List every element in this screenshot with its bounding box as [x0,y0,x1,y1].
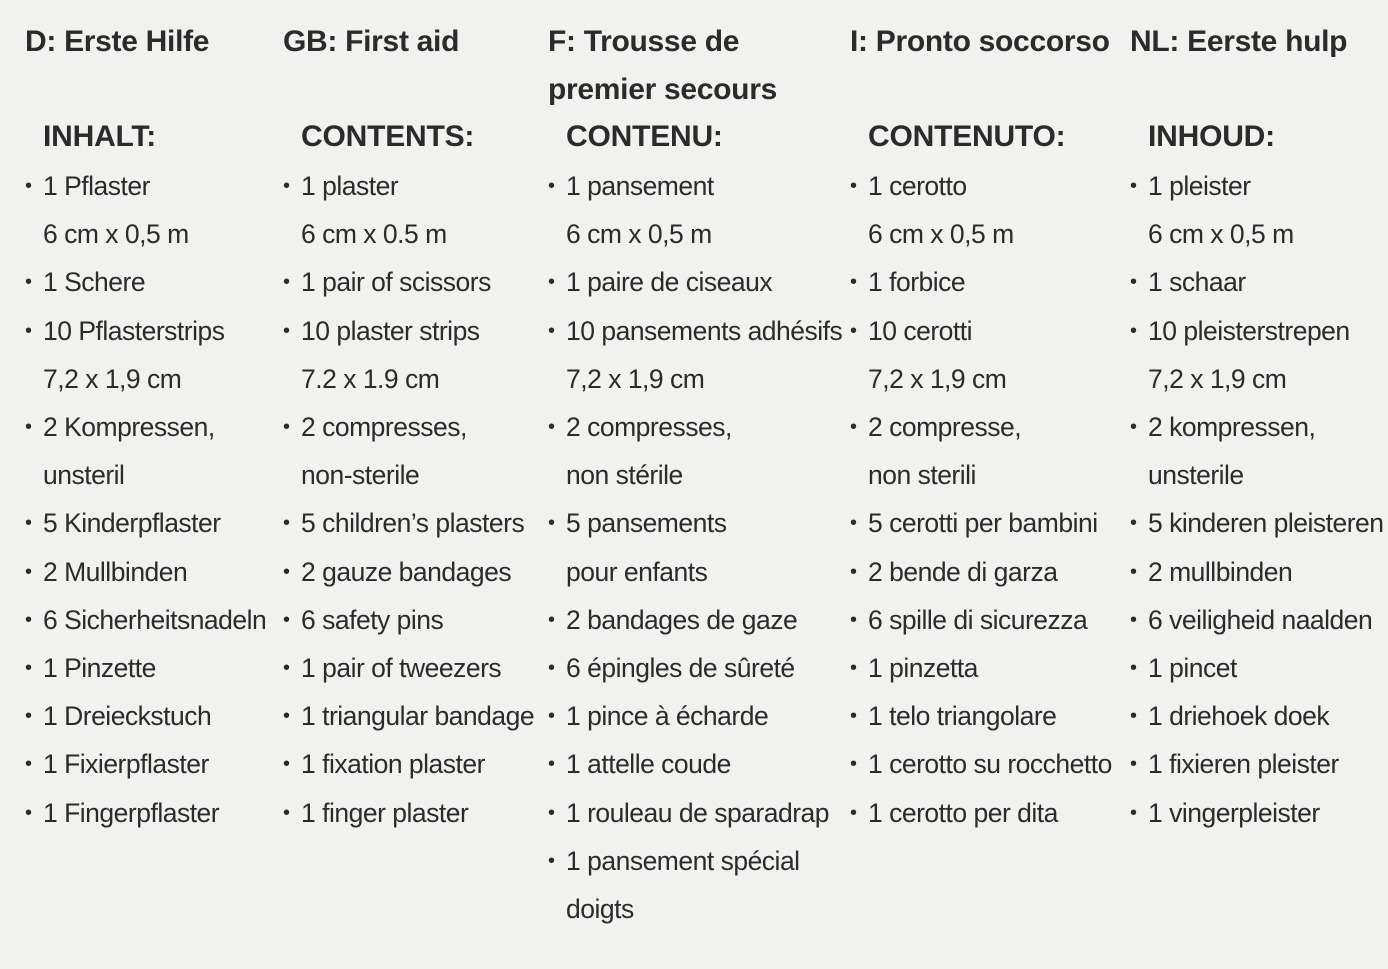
list-item [548,162,842,258]
contents-heading: INHOUD: [1148,120,1275,153]
list-item [283,596,534,644]
item-text: • 2 gauze bandages [301,556,512,587]
item-text-continued: 6 cm x 0,5 m [566,219,712,250]
item-text: • 10 plaster strips [301,315,480,346]
item-text: • 1 cerotto per dita [868,797,1058,828]
column-de [25,18,267,828]
contents-heading: CONTENUTO: [868,120,1066,153]
item-text: • 1 Schere [43,267,146,298]
list-item [548,692,842,740]
contents-list [1130,162,1384,837]
list-item [283,162,534,258]
item-text-continued: 7,2 x 1,9 cm [43,363,182,394]
column-title [283,18,459,66]
list-item [548,789,842,837]
column-en [283,18,535,828]
contents-heading: INHALT: [43,120,157,153]
column-fr [548,18,843,925]
list-item [1130,403,1384,499]
list-item [850,499,1112,547]
column-title-line: NL: Eerste hulp [1130,25,1348,58]
item-text-continued: non stérile [566,460,683,491]
item-text: • 1 Pinzette [43,653,156,684]
list-item [1130,692,1384,740]
item-text: • 1 finger plaster [301,797,469,828]
item-text: • 6 Sicherheitsnadeln [43,604,267,635]
item-text-continued: pour enfants [566,556,708,587]
list-item [548,499,842,595]
item-text: • 10 pansements adhésifs [566,315,843,346]
item-text: • 2 Mullbinden [43,556,188,587]
list-item [1130,162,1384,258]
item-text: • 2 compresses, [301,412,467,443]
list-item [283,789,534,837]
list-item [25,644,266,692]
item-text: • 1 pinzetta [868,653,978,684]
list-item [283,548,534,596]
item-text: • 6 épingles de sûreté [566,653,795,684]
list-item [1130,644,1384,692]
item-text: • 1 Fingerpflaster [43,797,220,828]
list-item [25,692,266,740]
contents-list [548,162,842,933]
list-item [283,644,534,692]
item-text: • 10 cerotti [868,315,973,346]
list-item [850,548,1112,596]
contents-heading: CONTENU: [566,120,723,153]
item-text: • 1 paire de ciseaux [566,267,773,298]
column-title-line: premier secours [548,73,777,106]
item-text: • 2 kompressen, [1148,412,1316,443]
item-text: • 1 fixation plaster [301,749,485,780]
list-item [850,740,1112,788]
item-text: • 1 fixieren pleister [1148,749,1339,780]
list-item [25,789,266,837]
item-text: • 1 pincet [1148,653,1237,684]
item-text: • 10 Pflasterstrips [43,315,225,346]
item-text: • 2 Kompressen, [43,412,215,443]
item-text-continued: 7.2 x 1.9 cm [301,363,440,394]
column-title [1130,18,1347,66]
item-text-continued: 6 cm x 0.5 m [301,219,447,250]
column-it [850,18,1112,828]
item-text: • 1 pansement [566,171,714,201]
item-text-continued: doigts [566,894,634,925]
item-text: • 1 pleister [1148,171,1251,201]
item-text: • 1 Dreieckstuch [43,701,212,732]
column-title [25,18,209,66]
list-item [25,307,266,403]
list-item [25,499,266,547]
list-item [25,403,266,499]
item-text: • 1 Fixierpflaster [43,749,209,780]
list-item [283,403,534,499]
list-item [1130,789,1384,837]
list-item [1130,548,1384,596]
column-title [548,18,777,114]
item-text: • 1 forbice [868,267,966,298]
item-text: • 6 spille di sicurezza [868,604,1088,635]
list-item [548,740,842,788]
item-text: • 1 pansement spécial [566,845,800,876]
item-text-continued: 6 cm x 0,5 m [868,219,1014,250]
contents-list [25,162,266,837]
contents-list [283,162,534,837]
item-text: • 1 cerotto [868,171,967,201]
item-text-continued: 6 cm x 0,5 m [43,219,189,250]
item-text: • 5 kinderen pleisteren [1148,508,1384,539]
item-text: • 6 veiligheid naalden [1148,604,1373,635]
item-text: • 5 pansements [566,508,727,539]
item-text-continued: 6 cm x 0,5 m [1148,219,1294,250]
item-text-continued: unsterile [1148,460,1244,491]
item-text: • 2 bandages de gaze [566,604,798,635]
list-item [850,596,1112,644]
item-text: • 2 compresse, [868,412,1022,443]
list-item [25,740,266,788]
contents-list [850,162,1112,837]
list-item [850,307,1112,403]
item-text: • 2 compresses, [566,412,732,443]
item-text: • 1 Pflaster [43,171,150,201]
item-text: • 1 pair of tweezers [301,653,502,684]
item-text: • 5 cerotti per bambini [868,508,1098,539]
list-item [25,596,266,644]
list-item [850,789,1112,837]
list-item [548,403,842,499]
list-item [850,692,1112,740]
column-title-line: D: Erste Hilfe [25,25,210,58]
item-text: • 1 schaar [1148,267,1246,298]
column-nl [1130,18,1384,828]
list-item [1130,596,1384,644]
list-item [850,258,1112,306]
item-text: • 1 rouleau de sparadrap [566,797,830,828]
item-text: • 1 triangular bandage [301,701,535,732]
item-text: • 6 safety pins [301,604,444,635]
item-text: • 1 pair of scissors [301,267,491,298]
list-item [850,162,1112,258]
item-text: • 2 mullbinden [1148,556,1293,587]
list-item [283,307,534,403]
list-item [25,162,266,258]
item-text-continued: 7,2 x 1,9 cm [868,363,1007,394]
list-item [25,258,266,306]
item-text: • 1 driehoek doek [1148,701,1330,732]
column-title [850,18,1110,66]
item-text-continued: non-sterile [301,460,420,491]
contents-heading: CONTENTS: [301,120,475,153]
column-title-line: GB: First aid [283,25,460,58]
item-text: • 5 children’s plasters [301,508,525,539]
item-text-continued: 7,2 x 1,9 cm [566,363,705,394]
list-item [283,692,534,740]
column-title-line: F: Trousse de [548,25,740,58]
list-item [548,644,842,692]
item-text: • 1 telo triangolare [868,701,1057,732]
list-item [25,548,266,596]
list-item [283,258,534,306]
item-text: • 1 cerotto su rocchetto [868,749,1112,780]
item-text: • 1 plaster [301,171,399,201]
list-item [1130,307,1384,403]
list-item [548,596,842,644]
item-text: • 10 pleisterstrepen [1148,315,1350,346]
column-title-line: I: Pronto soccorso [850,25,1110,58]
list-item [548,307,842,403]
item-text-continued: unsteril [43,460,125,491]
list-item [283,740,534,788]
list-item [283,499,534,547]
list-item [850,644,1112,692]
item-text-continued: 7,2 x 1,9 cm [1148,363,1287,394]
list-item [548,837,842,933]
item-text: • 1 attelle coude [566,749,731,780]
list-item [548,258,842,306]
list-item [1130,499,1384,547]
item-text: • 1 vingerpleister [1148,797,1320,828]
list-item [1130,258,1384,306]
item-text-continued: non sterili [868,460,976,491]
item-text: • 1 pince à écharde [566,701,769,732]
list-item [1130,740,1384,788]
item-text: • 2 bende di garza [868,556,1058,587]
item-text: • 5 Kinderpflaster [43,508,221,539]
list-item [850,403,1112,499]
